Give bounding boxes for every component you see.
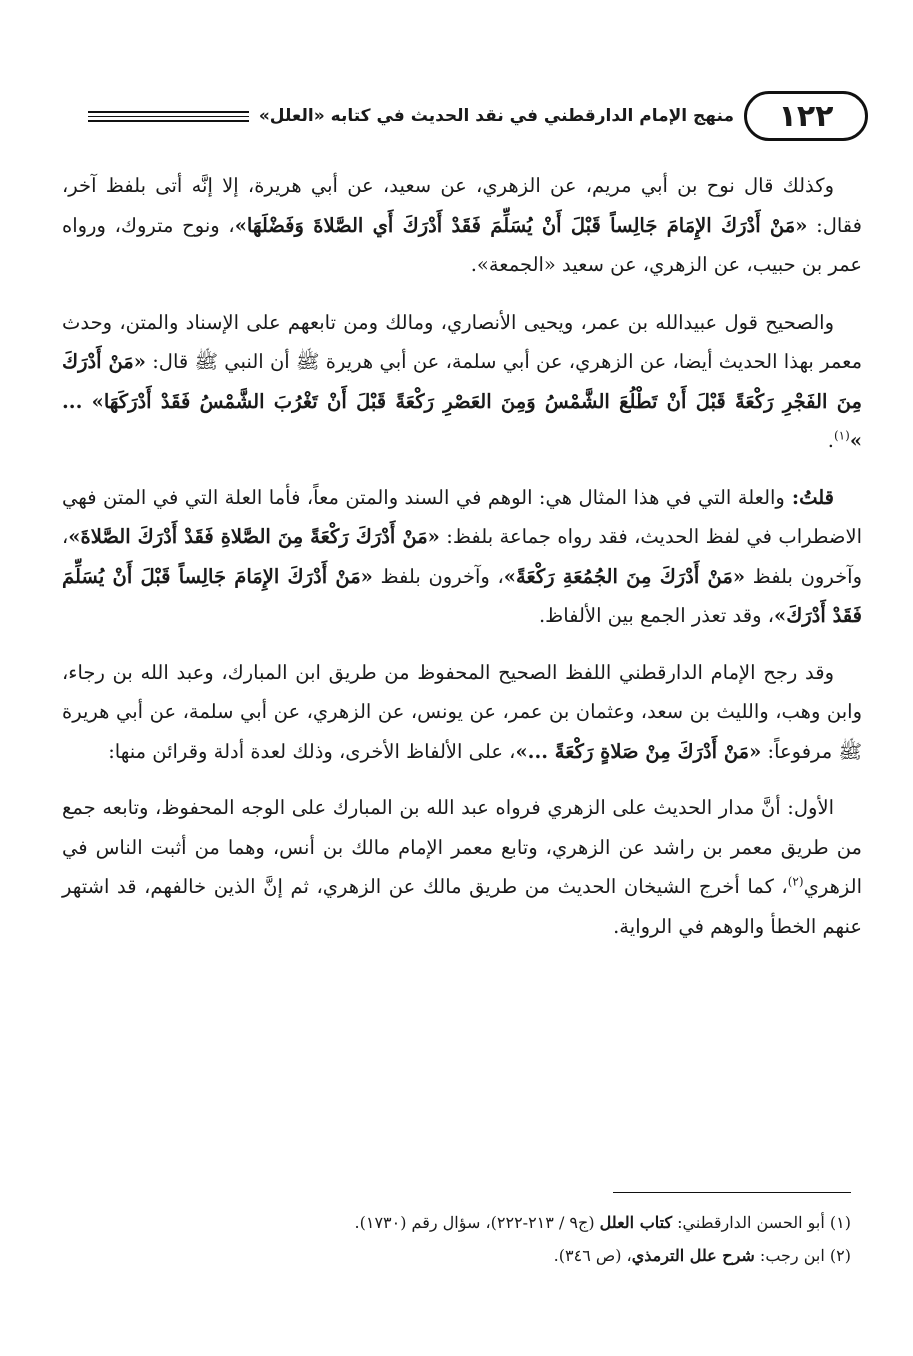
footnote-divider	[613, 1192, 851, 1193]
text-run: وكذلك قال نوح بن أبي مريم، عن الزهري، عن سعيد، عن أبي هريرة، إلا إنَّه أتى بلفظ آخر، فقال:	[62, 174, 862, 237]
paragraph-4	[62, 653, 862, 772]
text-run: ، ونوح متروك، ورواه عمر بن حبيب، عن الزهري، عن سعيد «الجمعة».	[62, 213, 862, 276]
footnote-ref: (١)	[833, 428, 850, 443]
text-run: .	[827, 429, 834, 452]
quoted-text: «مَنْ أَدْرَكَ الإِمَامَ جَالِساً قَبْلَ أَنْ يُسَلِّمَ فَقَدْ أَدْرَكَ أَي الصَّلاةَ وَفَضْلَهَا»	[234, 213, 808, 237]
quoted-text: «مَنْ أَدْرَكَ مِنَ الفَجْرِ رَكْعَةً قَبْلَ أَنْ تَطْلُعَ الشَّمْسُ وَمِنَ العَصْرِ رَكْعَةً قَبْلَ أَنْ تَغْرُبَ الشَّمْسُ فَقَدْ أَدْرَكَهَا» ... »	[62, 350, 862, 452]
page-number: ١٢٢	[744, 91, 868, 141]
paragraph-5	[62, 788, 862, 946]
footnote-text	[554, 1246, 830, 1265]
text-run: ، وآخرون بلفظ	[372, 564, 504, 588]
quoted-text: «مَنْ أَدْرَكَ مِنَ الجُمُعَةِ رَكْعَةً»	[503, 564, 746, 588]
text-run: ، وآخرون بلفظ	[62, 525, 862, 588]
quoted-text: شرح علل الترمذي	[631, 1246, 755, 1265]
footnote-1	[51, 1206, 851, 1239]
page-header	[88, 86, 868, 146]
footnote-ref: (٢)	[787, 874, 804, 889]
text-run: الأول: أنَّ مدار الحديث على الزهري فرواه عبد الله بن المبارك على الوجه المحفوظ، وتابعه جمع من طريق معمر بن راشد عن الزهري، وتابع معمر الإمام مالك بن أنس، وهما من أثبت الناس في الزهري	[62, 796, 862, 898]
body-text	[62, 166, 862, 963]
text-run: ، (ص ٣٤٦).	[553, 1246, 632, 1265]
text-run: ، كما أخرج الشيخان الحديث من طريق مالك عن الزهري، ثم إنَّ الذين خالفهم، قد اشتهر عنهم الخطأ والوهم في الرواية.	[62, 875, 862, 938]
running-title: منهج الإمام الدارقطني في نقد الحديث في كتابه «العلل»	[258, 106, 734, 126]
paragraph-1	[62, 166, 862, 285]
footnote-marker: (١)	[829, 1213, 851, 1232]
footnote-text	[355, 1213, 830, 1232]
quoted-text: «مَنْ أَدْرَكَ مِنْ صَلاةٍ رَكْعَةً ...»	[515, 739, 762, 763]
text-run: أبو الحسن الدارقطني:	[672, 1213, 830, 1232]
footnote-2	[51, 1239, 851, 1272]
header-rule	[88, 111, 249, 122]
footnotes	[51, 1206, 851, 1272]
paragraph-3	[62, 478, 862, 636]
quoted-text: «مَنْ أَدْرَكَ الإِمَامَ جَالِساً قَبْلَ أَنْ يُسَلِّمَ فَقَدْ أَدْرَكَ»	[62, 564, 862, 627]
text-run: ابن رجب:	[754, 1246, 830, 1265]
text-run: ، على الألفاظ الأخرى، وذلك لعدة أدلة وقرائن منها:	[108, 739, 516, 763]
quoted-text: قلتُ:	[784, 485, 834, 509]
quoted-text: كتاب العلل	[599, 1213, 673, 1232]
text-run: والعلة التي في هذا المثال هي: الوهم في السند والمتن معاً، فأما العلة التي في المتن فهي الاضطراب في لفظ الحديث، فقد رواه جماعة بلفظ:	[62, 485, 862, 548]
text-run: وقد رجح الإمام الدارقطني اللفظ الصحيح المحفوظ من طريق ابن المبارك، وعبد الله بن رجاء، وابن وهب، والليث بن سعد، وعثمان بن عمر، عن يونس، عن الزهري، عن أبي سلمة، عن أبي هريرة ﷺ مرفوعاً:	[62, 660, 862, 763]
text-run: ، وقد تعذر الجمع بين الألفاظ.	[538, 604, 774, 627]
footnote-marker: (٢)	[829, 1246, 851, 1265]
paragraph-2	[62, 303, 862, 461]
text-run: والصحيح قول عبيدالله بن عمر، ويحيى الأنصاري، ومالك ومن تابعهم على الإسناد والمتن، وحدث معمر بهذا الحديث أيضا، عن الزهري، عن أبي سلمة، عن أبي هريرة ﷺ أن النبي ﷺ قال:	[62, 310, 863, 373]
text-run: (ج٩ / ٢١٣-٢٢٢)، سؤال رقم (١٧٣٠).	[354, 1213, 600, 1232]
quoted-text: «مَنْ أَدْرَكَ رَكْعَةً مِنَ الصَّلاةِ فَقَدْ أَدْرَكَ الصَّلاةَ»	[68, 525, 440, 548]
